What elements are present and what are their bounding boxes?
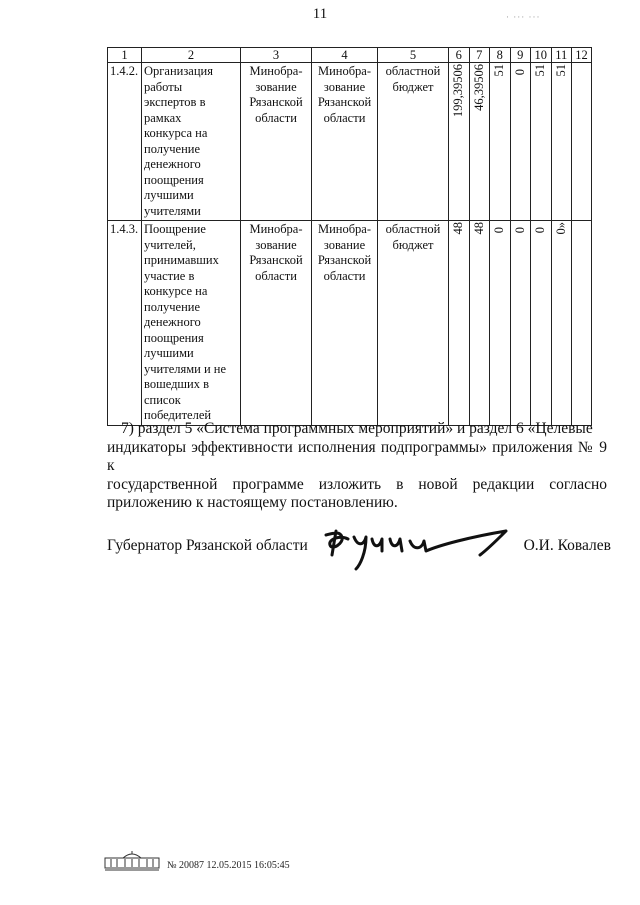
header-cell: 11 (551, 48, 572, 63)
value-cell-col9: 0 (510, 63, 531, 221)
header-cell: 1 (108, 48, 142, 63)
funding-source-cell: областной бюджет (378, 221, 449, 426)
row-number: 1.4.2. (108, 63, 142, 221)
table-row (108, 63, 592, 221)
value-cell-col12 (572, 221, 592, 426)
coexecutor-cell: Минобра- зование Рязанской области (312, 63, 378, 221)
header-cell: 7 (469, 48, 490, 63)
value-cell-col10: 51 (531, 63, 552, 221)
handwritten-signature (320, 523, 510, 573)
executor-cell: Минобра- зование Рязанской области (241, 63, 312, 221)
signer-name: О.И. Ковалев (523, 537, 611, 554)
header-cell: 9 (510, 48, 531, 63)
header-cell: 12 (572, 48, 592, 63)
page-number: 11 (312, 6, 328, 22)
table-header-row (108, 48, 592, 63)
header-cell: 10 (531, 48, 552, 63)
value-cell-col6: 48 (449, 221, 470, 426)
paragraph-line: 7) раздел 5 «Система программных мероприятий» и раздел 6 «Целевые (121, 420, 593, 437)
executor-cell: Минобра- зование Рязанской области (241, 221, 312, 426)
activity-name: Поощрение учителей, принимавших участие в конкурсе на получение денежного поощрения лучшими учителями и не вошедших в список победителей (142, 221, 241, 426)
value-cell-col11: 0» (551, 221, 572, 426)
header-cell: 5 (378, 48, 449, 63)
header-cell: 6 (449, 48, 470, 63)
value-cell-col6: 199,39506 (449, 63, 470, 221)
corner-mark: · ··· ··· (506, 12, 541, 22)
value-cell-col11: 51 (551, 63, 572, 221)
paragraph-line: индикаторы эффективности исполнения подпрограммы» приложения № 9 к (107, 438, 607, 474)
row-number: 1.4.3. (108, 221, 142, 426)
value-cell-col7: 46,39506 (469, 63, 490, 221)
value-cell-col10: 0 (531, 221, 552, 426)
header-cell: 4 (312, 48, 378, 63)
program-table (107, 47, 592, 426)
value-cell-col9: 0 (510, 221, 531, 426)
paragraph-line: государственной программе изложить в новой редакции согласно (107, 475, 607, 493)
header-cell: 3 (241, 48, 312, 63)
registration-number: № 20087 12.05.2015 16:05:45 (167, 860, 290, 871)
header-cell: 2 (142, 48, 241, 63)
value-cell-col8: 0 (490, 221, 511, 426)
value-cell-col8: 51 (490, 63, 511, 221)
funding-source-cell: областной бюджет (378, 63, 449, 221)
government-building-icon (103, 850, 161, 872)
coexecutor-cell: Минобра- зование Рязанской области (312, 221, 378, 426)
value-cell-col12 (572, 63, 592, 221)
value-cell-col7: 48 (469, 221, 490, 426)
signer-role: Губернатор Рязанской области (107, 537, 308, 554)
paragraph-line: приложению к настоящему постановлению. (107, 494, 398, 511)
activity-name: Организация работы экспертов в рамках конкурса на получение денежного поощрения лучшими учителями (142, 63, 241, 221)
header-cell: 8 (490, 48, 511, 63)
table-row (108, 221, 592, 426)
amendment-paragraph (107, 420, 607, 513)
